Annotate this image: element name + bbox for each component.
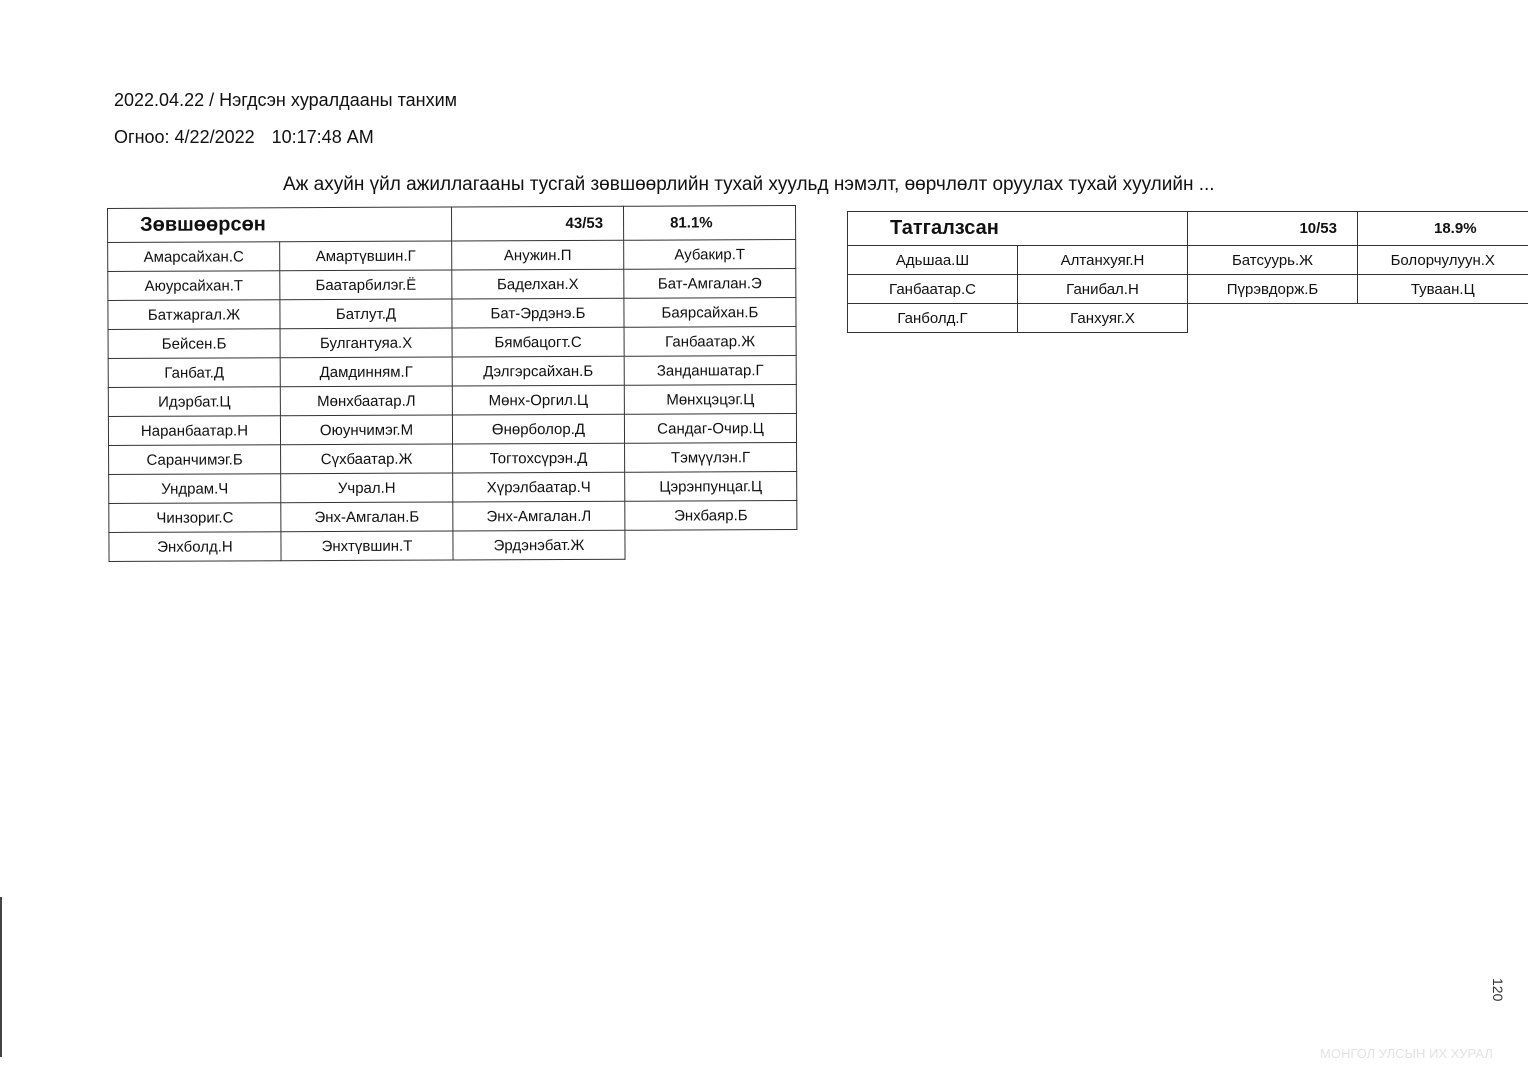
watermark: МОНГОЛ УЛСЫН ИХ ХУРАЛ — [1320, 1046, 1493, 1061]
member-name: Амарсайхан.С — [108, 242, 280, 272]
member-name: Учрал.Н — [281, 473, 453, 503]
empty-cell — [625, 529, 797, 559]
member-name: Туваан.Ц — [1358, 275, 1528, 304]
member-name: Адьшаа.Ш — [848, 246, 1018, 275]
member-name: Эрдэнэбат.Ж — [453, 530, 625, 560]
date-label: Огноо: — [114, 127, 170, 147]
member-name: Наранбаатар.Н — [108, 416, 280, 446]
member-name: Цэрэнпунцаг.Ц — [625, 471, 797, 501]
member-name: Өнөрболор.Д — [452, 414, 624, 444]
member-name: Энхтүвшин.Т — [281, 531, 453, 561]
member-name: Бямбацогт.С — [452, 327, 624, 357]
bill-subject: Аж ахуйн үйл ажиллагааны тусгай зөвшөөрлийн тухай хуульд нэмэлт, өөрчлөлт оруулах тухай хуулийн ... — [283, 174, 1215, 195]
member-name: Саранчимэг.Б — [109, 445, 281, 475]
member-name: Энхболд.Н — [109, 532, 281, 562]
member-name: Ганибал.Н — [1018, 275, 1188, 304]
empty-cell — [1358, 304, 1528, 333]
time-value: 10:17:48 AM — [271, 127, 374, 147]
approved-label: Зөвшөөрсөн — [108, 207, 452, 243]
member-name: Дэлгэрсайхан.Б — [452, 356, 624, 386]
rejected-count: 10/53 — [1188, 212, 1358, 246]
member-name: Алтанхуяг.Н — [1018, 246, 1188, 275]
member-name: Ундрам.Ч — [109, 474, 281, 504]
member-name: Идэрбат.Ц — [108, 387, 280, 417]
member-name: Пүрэвдорж.Б — [1188, 275, 1358, 304]
rejected-percent: 18.9% — [1358, 212, 1528, 246]
member-name: Бейсен.Б — [108, 329, 280, 359]
member-name: Оюунчимэг.М — [280, 415, 452, 445]
member-name: Болорчулуун.Х — [1358, 246, 1528, 275]
rejected-header — [848, 212, 1528, 246]
member-name: Сандаг-Очир.Ц — [624, 413, 796, 443]
member-name: Аубакир.Т — [624, 239, 796, 269]
date-value: 4/22/2022 — [174, 127, 255, 147]
date-line — [114, 127, 374, 148]
member-name: Баатарбилэг.Ё — [280, 270, 452, 300]
member-name: Мөнхбаатар.Л — [280, 386, 452, 416]
member-name: Батлут.Д — [280, 299, 452, 329]
approved-row — [108, 268, 796, 300]
approved-row — [109, 471, 797, 503]
member-name: Батжаргал.Ж — [108, 300, 280, 330]
member-name: Батсуурь.Ж — [1188, 246, 1358, 275]
member-name: Ганболд.Г — [848, 304, 1018, 333]
session-line: 2022.04.22 / Нэгдсэн хуралдааны танхим — [114, 90, 458, 110]
member-name: Булгантуяа.Х — [280, 328, 452, 358]
page-number: 120 — [1490, 978, 1506, 1002]
approved-row — [109, 442, 797, 474]
member-name: Сүхбаатар.Ж — [281, 444, 453, 474]
approved-row — [109, 500, 797, 532]
member-name: Дамдинням.Г — [280, 357, 452, 387]
member-name: Ганхуяг.Х — [1018, 304, 1188, 333]
member-name: Ганбаатар.С — [848, 275, 1018, 304]
member-name: Энхбаяр.Б — [625, 500, 797, 530]
approved-header — [108, 205, 796, 242]
member-name: Занданшатар.Г — [624, 355, 796, 385]
member-name: Тогтохсүрэн.Д — [453, 443, 625, 473]
rejected-label: Татгалзсан — [848, 212, 1188, 246]
member-name: Аюурсайхан.Т — [108, 271, 280, 301]
member-name: Мөнх-Оргил.Ц — [452, 385, 624, 415]
approved-row — [108, 239, 796, 271]
member-name: Амартүвшин.Г — [280, 241, 452, 271]
approved-row — [108, 297, 796, 329]
approved-row — [108, 326, 796, 358]
member-name: Баярсайхан.Б — [624, 297, 796, 327]
member-name: Ганбаатар.Ж — [624, 326, 796, 356]
empty-cell — [1188, 304, 1358, 333]
scan-edge — [0, 897, 2, 1057]
approved-table — [107, 205, 798, 562]
rejected-table — [847, 211, 1528, 333]
member-name: Энх-Амгалан.Б — [281, 502, 453, 532]
member-name: Бат-Эрдэнэ.Б — [452, 298, 624, 328]
approved-percent: 81.1% — [623, 205, 795, 240]
member-name: Энх-Амгалан.Л — [453, 501, 625, 531]
approved-row — [108, 384, 796, 416]
approved-row — [109, 529, 797, 561]
approved-row — [108, 413, 796, 445]
member-name: Хүрэлбаатар.Ч — [453, 472, 625, 502]
rejected-row — [848, 304, 1528, 333]
member-name: Мөнхцэцэг.Ц — [624, 384, 796, 414]
member-name: Чинзориг.С — [109, 503, 281, 533]
approved-count: 43/53 — [451, 206, 623, 241]
member-name: Ганбат.Д — [108, 358, 280, 388]
approved-row — [108, 355, 796, 387]
member-name: Анужин.П — [452, 240, 624, 270]
member-name: Тэмүүлэн.Г — [625, 442, 797, 472]
member-name: Баделхан.Х — [452, 269, 624, 299]
member-name: Бат-Амгалан.Э — [624, 268, 796, 298]
rejected-row — [848, 275, 1528, 304]
rejected-row — [848, 246, 1528, 275]
